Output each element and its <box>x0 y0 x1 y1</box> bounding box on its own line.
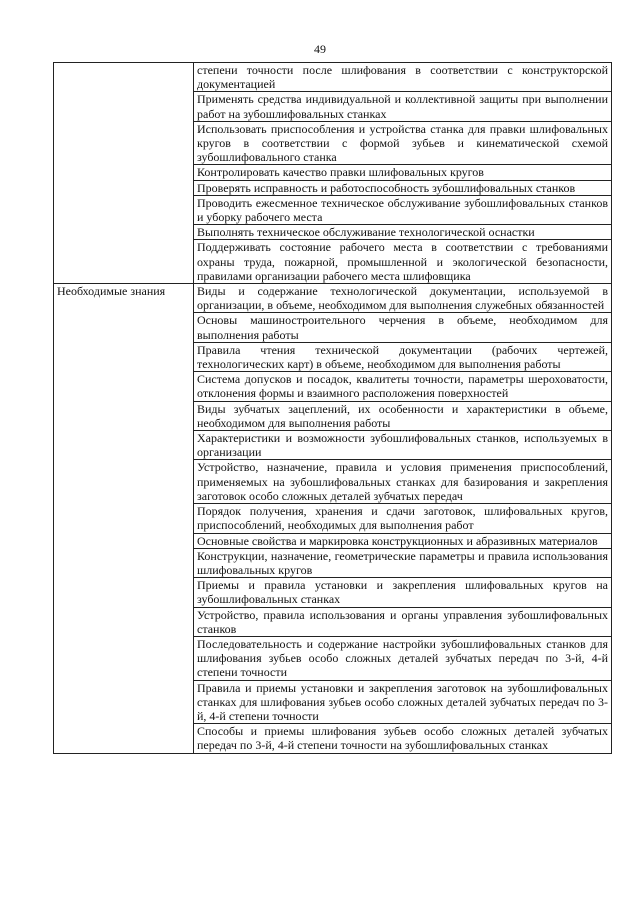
table-cell-text: Выполнять техническое обслуживание технологической оснастки <box>194 225 612 240</box>
table-cell-text: Использовать приспособления и устройства станка для правки шлифовальных кругов в соответствии с формой зубьев и кинематической схемой зубошлифовального станка <box>194 121 612 165</box>
table-cell-text: Виды и содержание технологической документации, используемой в организации, в объеме, необходимом для выполнения служебных обязанностей <box>194 284 612 313</box>
table-cell-text: Правила и приемы установки и закрепления заготовок на зубошлифовальных станках для шлифования зубьев особо сложных деталей зубчатых передач по 3-й, 4-й степени точности <box>194 680 612 724</box>
table-cell-text: Проверять исправность и работоспособность зубошлифовальных станков <box>194 180 612 195</box>
table-cell-text: Характеристики и возможности зубошлифовальных станков, используемых в организации <box>194 431 612 460</box>
table-cell-text: Контролировать качество правки шлифовальных кругов <box>194 165 612 180</box>
requirements-table <box>53 62 612 754</box>
table-cell-text: Правила чтения технической документации (рабочих чертежей, технологических карт) в объеме, необходимом для выполнения работы <box>194 342 612 371</box>
section-label-cell: Необходимые знания <box>54 284 194 754</box>
table-cell-text: Поддерживать состояние рабочего места в соответствии с требованиями охраны труда, пожарной, промышленной и экологической безопасности, правилами организации рабочего места шлифовщика <box>194 240 612 284</box>
table-cell-text: Проводить ежесменное техническое обслуживание зубошлифовальных станков и уборку рабочего места <box>194 195 612 224</box>
table-cell-text: Приемы и правила установки и закрепления шлифовальных кругов на зубошлифовальных станках <box>194 578 612 607</box>
table-cell-text: Последовательность и содержание настройки зубошлифовальных станков для шлифования зубьев особо сложных деталей зубчатых передач по 3-й, 4-й степени точности <box>194 636 612 680</box>
table-cell-text: Конструкции, назначение, геометрические параметры и правила использования шлифовальных кругов <box>194 548 612 577</box>
table-cell-text: Порядок получения, хранения и сдачи заготовок, шлифовальных кругов, приспособлений, необходимых для выполнения работ <box>194 504 612 533</box>
table-cell-text: Основы машиностроительного черчения в объеме, необходимом для выполнения работы <box>194 313 612 342</box>
page-number: 49 <box>314 42 326 56</box>
table-cell-text: Способы и приемы шлифования зубьев особо сложных деталей зубчатых передач по 3-й, 4-й степени точности на зубошлифовальных станках <box>194 724 612 753</box>
table-cell-text: Устройство, назначение, правила и условия применения приспособлений, применяемых на зубошлифовальных станках для базирования и закрепления заготовок особо сложных деталей зубчатых передач <box>194 460 612 504</box>
section-label-cell <box>54 63 194 284</box>
table-cell-text: Устройство, правила использования и органы управления зубошлифовальных станков <box>194 607 612 636</box>
table-cell-text: степени точности после шлифования в соответствии с конструкторской документацией <box>194 63 612 92</box>
table-cell-text: Система допусков и посадок, квалитеты точности, параметры шероховатости, отклонения формы и взаимного расположения поверхностей <box>194 372 612 401</box>
table-row <box>54 284 612 313</box>
table-cell-text: Виды зубчатых зацеплений, их особенности и характеристики в объеме, необходимом для выполнения работы <box>194 401 612 430</box>
table-row <box>54 63 612 92</box>
table-cell-text: Применять средства индивидуальной и коллективной защиты при выполнении работ на зубошлифовальных станках <box>194 92 612 121</box>
table-cell-text: Основные свойства и маркировка конструкционных и абразивных материалов <box>194 533 612 548</box>
